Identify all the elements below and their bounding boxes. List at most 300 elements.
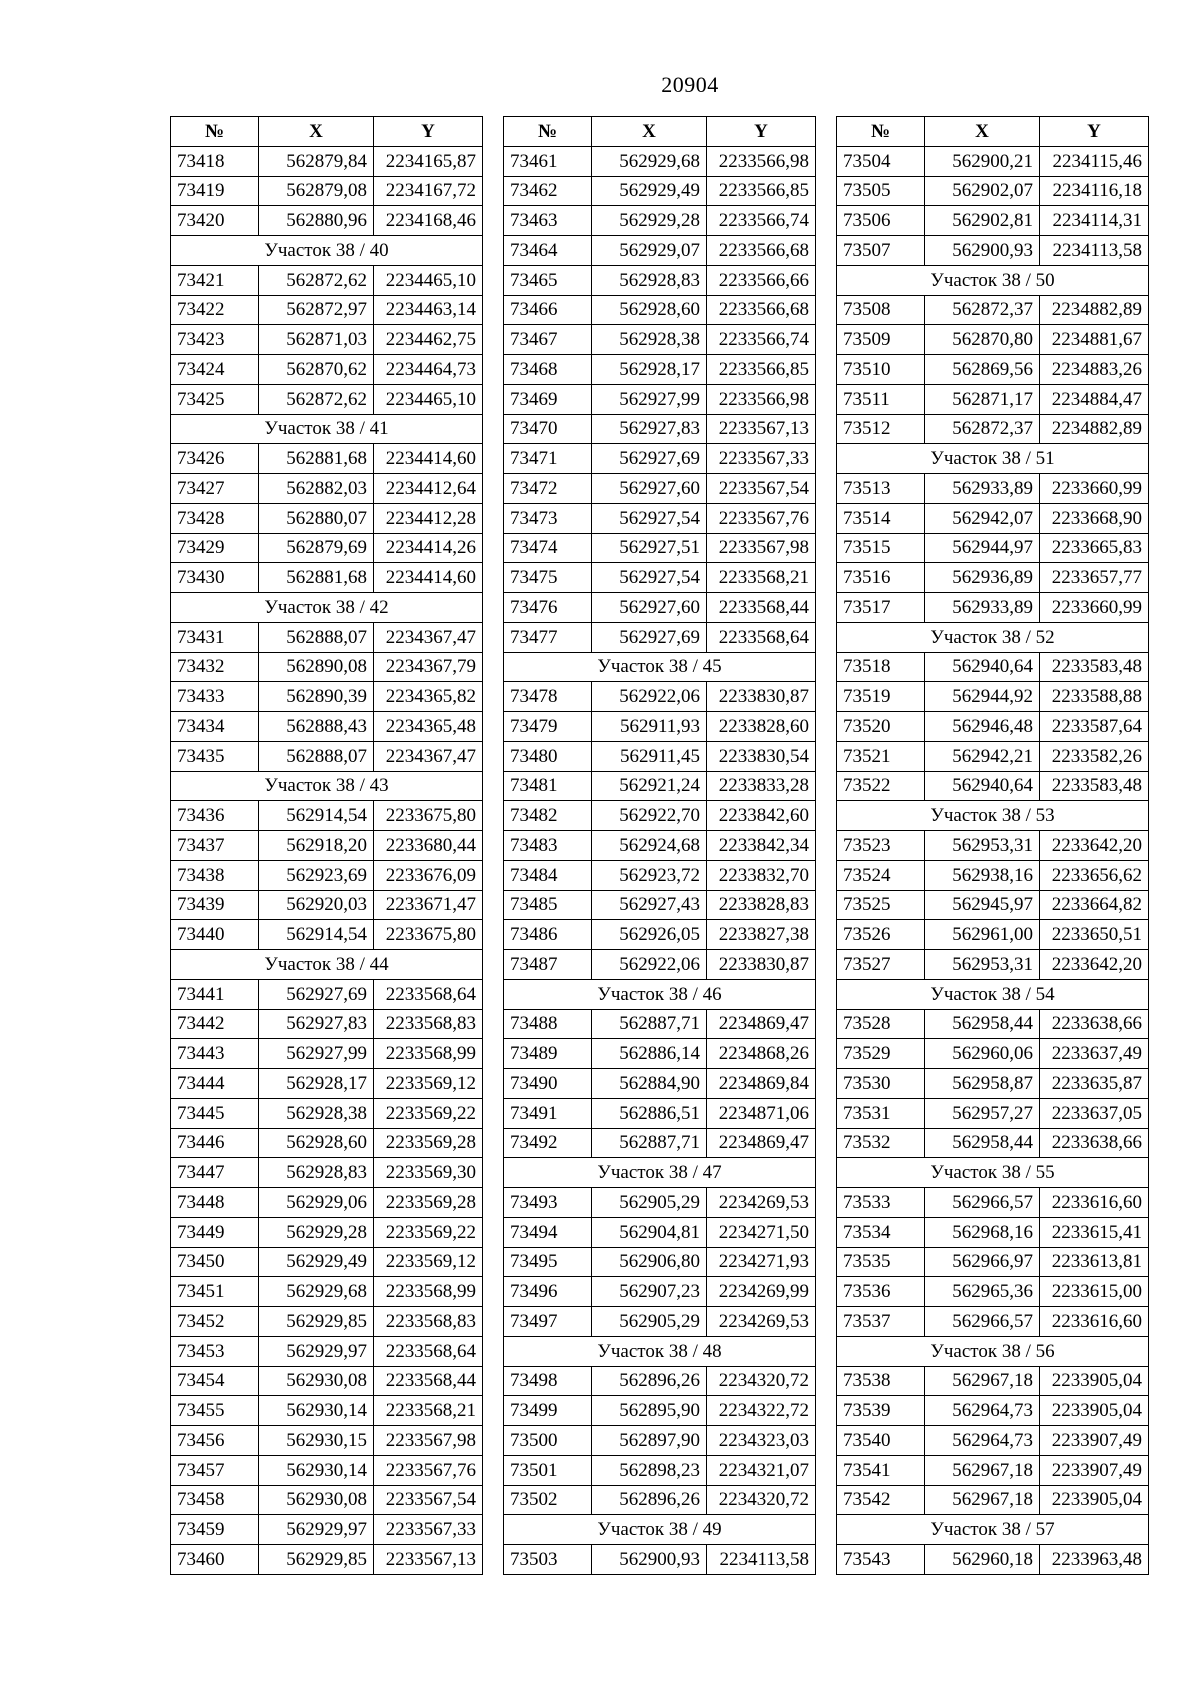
- point-number: 73466: [504, 295, 592, 325]
- y-coordinate: 2233566,66: [707, 265, 816, 295]
- point-number: 73430: [171, 563, 259, 593]
- section-label: Участок 38 / 41: [171, 414, 483, 444]
- x-coordinate: 562900,21: [925, 146, 1040, 176]
- point-number: 73543: [837, 1545, 925, 1575]
- point-number: 73489: [504, 1039, 592, 1069]
- point-number: 73480: [504, 741, 592, 771]
- table-row: [837, 890, 1149, 920]
- y-coordinate: 2234884,47: [1040, 384, 1149, 414]
- table-row: [504, 950, 816, 980]
- point-number: 73537: [837, 1307, 925, 1337]
- x-coordinate: 562927,83: [259, 1009, 374, 1039]
- table-row: [171, 652, 483, 682]
- y-coordinate: 2233566,68: [707, 295, 816, 325]
- point-number: 73431: [171, 622, 259, 652]
- table-row: [504, 860, 816, 890]
- table-row: [837, 771, 1149, 801]
- y-coordinate: 2234269,99: [707, 1277, 816, 1307]
- x-coordinate: 562966,97: [925, 1247, 1040, 1277]
- header-x: X: [592, 117, 707, 147]
- x-coordinate: 562929,06: [259, 1188, 374, 1218]
- y-coordinate: 2234463,14: [374, 295, 483, 325]
- y-coordinate: 2233827,38: [707, 920, 816, 950]
- y-coordinate: 2234269,53: [707, 1307, 816, 1337]
- point-number: 73529: [837, 1039, 925, 1069]
- y-coordinate: 2233567,13: [707, 414, 816, 444]
- point-number: 73506: [837, 206, 925, 236]
- point-number: 73492: [504, 1128, 592, 1158]
- table-row: [171, 831, 483, 861]
- y-coordinate: 2233566,98: [707, 146, 816, 176]
- x-coordinate: 562900,93: [925, 236, 1040, 266]
- y-coordinate: 2233566,98: [707, 384, 816, 414]
- point-number: 73491: [504, 1098, 592, 1128]
- y-coordinate: 2233660,99: [1040, 593, 1149, 623]
- point-number: 73429: [171, 533, 259, 563]
- x-coordinate: 562914,54: [259, 801, 374, 831]
- y-coordinate: 2234414,26: [374, 533, 483, 563]
- y-coordinate: 2233568,64: [707, 622, 816, 652]
- y-coordinate: 2234114,31: [1040, 206, 1149, 236]
- header-x: X: [259, 117, 374, 147]
- y-coordinate: 2234869,47: [707, 1128, 816, 1158]
- table-row: [504, 593, 816, 623]
- point-number: 73470: [504, 414, 592, 444]
- point-number: 73456: [171, 1426, 259, 1456]
- section-row: [837, 444, 1149, 474]
- y-coordinate: 2234320,72: [707, 1485, 816, 1515]
- table-row: [171, 1039, 483, 1069]
- point-number: 73421: [171, 265, 259, 295]
- x-coordinate: 562872,97: [259, 295, 374, 325]
- table-row: [171, 1009, 483, 1039]
- x-coordinate: 562905,29: [592, 1307, 707, 1337]
- table-row: [837, 593, 1149, 623]
- point-number: 73461: [504, 146, 592, 176]
- table-header-row: [504, 117, 816, 147]
- y-coordinate: 2233567,33: [707, 444, 816, 474]
- point-number: 73505: [837, 176, 925, 206]
- point-number: 73524: [837, 860, 925, 890]
- table-row: [837, 563, 1149, 593]
- y-coordinate: 2233842,60: [707, 801, 816, 831]
- table-row: [171, 1485, 483, 1515]
- header-y: Y: [707, 117, 816, 147]
- table-row: [504, 1366, 816, 1396]
- section-row: [171, 771, 483, 801]
- table-row: [837, 1247, 1149, 1277]
- y-coordinate: 2234323,03: [707, 1426, 816, 1456]
- point-number: 73447: [171, 1158, 259, 1188]
- table-row: [504, 563, 816, 593]
- table-row: [171, 1307, 483, 1337]
- table-row: [171, 444, 483, 474]
- table-row: [837, 325, 1149, 355]
- coordinate-table-3: [836, 116, 1149, 1575]
- table-row: [171, 1515, 483, 1545]
- y-coordinate: 2233567,54: [374, 1485, 483, 1515]
- x-coordinate: 562958,44: [925, 1128, 1040, 1158]
- section-label: Участок 38 / 40: [171, 236, 483, 266]
- point-number: 73477: [504, 622, 592, 652]
- y-coordinate: 2233832,70: [707, 860, 816, 890]
- section-row: [504, 1158, 816, 1188]
- y-coordinate: 2234464,73: [374, 355, 483, 385]
- table-row: [504, 1485, 816, 1515]
- table-row: [171, 533, 483, 563]
- y-coordinate: 2234869,84: [707, 1069, 816, 1099]
- table-row: [504, 1009, 816, 1039]
- x-coordinate: 562906,80: [592, 1247, 707, 1277]
- x-coordinate: 562967,18: [925, 1485, 1040, 1515]
- point-number: 73425: [171, 384, 259, 414]
- point-number: 73511: [837, 384, 925, 414]
- point-number: 73433: [171, 682, 259, 712]
- section-row: [171, 414, 483, 444]
- point-number: 73448: [171, 1188, 259, 1218]
- point-number: 73474: [504, 533, 592, 563]
- y-coordinate: 2234465,10: [374, 265, 483, 295]
- y-coordinate: 2234465,10: [374, 384, 483, 414]
- table-row: [837, 682, 1149, 712]
- x-coordinate: 562927,83: [592, 414, 707, 444]
- table-row: [837, 1128, 1149, 1158]
- point-number: 73525: [837, 890, 925, 920]
- y-coordinate: 2233569,12: [374, 1069, 483, 1099]
- x-coordinate: 562886,14: [592, 1039, 707, 1069]
- table-row: [837, 1307, 1149, 1337]
- section-label: Участок 38 / 42: [171, 593, 483, 623]
- table-row: [837, 1366, 1149, 1396]
- x-coordinate: 562879,08: [259, 176, 374, 206]
- y-coordinate: 2234881,67: [1040, 325, 1149, 355]
- table-row: [171, 622, 483, 652]
- point-number: 73465: [504, 265, 592, 295]
- x-coordinate: 562897,90: [592, 1426, 707, 1456]
- x-coordinate: 562907,23: [592, 1277, 707, 1307]
- table-row: [171, 1098, 483, 1128]
- table-row: [837, 741, 1149, 771]
- coordinate-table-2: [503, 116, 816, 1575]
- y-coordinate: 2233583,48: [1040, 652, 1149, 682]
- x-coordinate: 562953,31: [925, 950, 1040, 980]
- section-row: [837, 979, 1149, 1009]
- section-label: Участок 38 / 52: [837, 622, 1149, 652]
- point-number: 73436: [171, 801, 259, 831]
- y-coordinate: 2234115,46: [1040, 146, 1149, 176]
- table-row: [837, 712, 1149, 742]
- point-number: 73534: [837, 1217, 925, 1247]
- table-row: [171, 325, 483, 355]
- x-coordinate: 562870,80: [925, 325, 1040, 355]
- table-row: [837, 384, 1149, 414]
- y-coordinate: 2233905,04: [1040, 1396, 1149, 1426]
- y-coordinate: 2233566,68: [707, 236, 816, 266]
- section-label: Участок 38 / 54: [837, 979, 1149, 1009]
- table-row: [171, 741, 483, 771]
- point-number: 73452: [171, 1307, 259, 1337]
- header-number: №: [171, 117, 259, 147]
- point-number: 73532: [837, 1128, 925, 1158]
- point-number: 73476: [504, 593, 592, 623]
- y-coordinate: 2233568,64: [374, 979, 483, 1009]
- point-number: 73440: [171, 920, 259, 950]
- y-coordinate: 2234321,07: [707, 1455, 816, 1485]
- point-number: 73434: [171, 712, 259, 742]
- x-coordinate: 562938,16: [925, 860, 1040, 890]
- table-row: [837, 1217, 1149, 1247]
- section-label: Участок 38 / 50: [837, 265, 1149, 295]
- y-coordinate: 2234271,93: [707, 1247, 816, 1277]
- y-coordinate: 2233833,28: [707, 771, 816, 801]
- y-coordinate: 2233676,09: [374, 860, 483, 890]
- x-coordinate: 562904,81: [592, 1217, 707, 1247]
- y-coordinate: 2233583,48: [1040, 771, 1149, 801]
- point-number: 73420: [171, 206, 259, 236]
- point-number: 73453: [171, 1336, 259, 1366]
- table-row: [171, 176, 483, 206]
- point-number: 73457: [171, 1455, 259, 1485]
- y-coordinate: 2233665,83: [1040, 533, 1149, 563]
- y-coordinate: 2233650,51: [1040, 920, 1149, 950]
- table-row: [504, 176, 816, 206]
- table-row: [171, 1128, 483, 1158]
- x-coordinate: 562928,38: [259, 1098, 374, 1128]
- y-coordinate: 2233569,22: [374, 1098, 483, 1128]
- y-coordinate: 2233569,28: [374, 1128, 483, 1158]
- x-coordinate: 562929,68: [259, 1277, 374, 1307]
- point-number: 73444: [171, 1069, 259, 1099]
- table-row: [504, 771, 816, 801]
- table-row: [171, 979, 483, 1009]
- point-number: 73483: [504, 831, 592, 861]
- table-row: [837, 1098, 1149, 1128]
- y-coordinate: 2234882,89: [1040, 295, 1149, 325]
- x-coordinate: 562872,62: [259, 265, 374, 295]
- header-number: №: [837, 117, 925, 147]
- table-row: [504, 1545, 816, 1575]
- y-coordinate: 2233637,05: [1040, 1098, 1149, 1128]
- table-row: [171, 712, 483, 742]
- point-number: 73520: [837, 712, 925, 742]
- table-row: [837, 295, 1149, 325]
- y-coordinate: 2233615,41: [1040, 1217, 1149, 1247]
- point-number: 73528: [837, 1009, 925, 1039]
- point-number: 73451: [171, 1277, 259, 1307]
- point-number: 73527: [837, 950, 925, 980]
- x-coordinate: 562924,68: [592, 831, 707, 861]
- point-number: 73423: [171, 325, 259, 355]
- x-coordinate: 562968,16: [925, 1217, 1040, 1247]
- x-coordinate: 562881,68: [259, 444, 374, 474]
- point-number: 73519: [837, 682, 925, 712]
- section-row: [837, 1515, 1149, 1545]
- y-coordinate: 2233567,33: [374, 1515, 483, 1545]
- x-coordinate: 562928,17: [592, 355, 707, 385]
- table-row: [504, 146, 816, 176]
- y-coordinate: 2233842,34: [707, 831, 816, 861]
- y-coordinate: 2234871,06: [707, 1098, 816, 1128]
- y-coordinate: 2234412,28: [374, 503, 483, 533]
- table-row: [504, 265, 816, 295]
- table-row: [837, 860, 1149, 890]
- y-coordinate: 2233828,83: [707, 890, 816, 920]
- section-label: Участок 38 / 46: [504, 979, 816, 1009]
- x-coordinate: 562933,89: [925, 593, 1040, 623]
- point-number: 73487: [504, 950, 592, 980]
- table-row: [171, 1277, 483, 1307]
- header-x: X: [925, 117, 1040, 147]
- table-row: [504, 920, 816, 950]
- point-number: 73473: [504, 503, 592, 533]
- y-coordinate: 2233616,60: [1040, 1307, 1149, 1337]
- x-coordinate: 562929,97: [259, 1515, 374, 1545]
- table-row: [171, 563, 483, 593]
- y-coordinate: 2233668,90: [1040, 503, 1149, 533]
- table-row: [171, 920, 483, 950]
- point-number: 73503: [504, 1545, 592, 1575]
- x-coordinate: 562888,07: [259, 741, 374, 771]
- y-coordinate: 2234365,82: [374, 682, 483, 712]
- y-coordinate: 2233637,49: [1040, 1039, 1149, 1069]
- x-coordinate: 562929,28: [592, 206, 707, 236]
- x-coordinate: 562927,43: [592, 890, 707, 920]
- table-row: [504, 1128, 816, 1158]
- y-coordinate: 2234367,79: [374, 652, 483, 682]
- x-coordinate: 562905,29: [592, 1188, 707, 1218]
- table-row: [837, 1426, 1149, 1456]
- table-row: [171, 1455, 483, 1485]
- y-coordinate: 2233660,99: [1040, 474, 1149, 504]
- x-coordinate: 562921,24: [592, 771, 707, 801]
- point-number: 73499: [504, 1396, 592, 1426]
- section-label: Участок 38 / 44: [171, 950, 483, 980]
- y-coordinate: 2233638,66: [1040, 1128, 1149, 1158]
- x-coordinate: 562918,20: [259, 831, 374, 861]
- x-coordinate: 562927,69: [259, 979, 374, 1009]
- table-row: [171, 1188, 483, 1218]
- section-row: [504, 652, 816, 682]
- table-row: [171, 355, 483, 385]
- table-row: [504, 1277, 816, 1307]
- y-coordinate: 2233569,22: [374, 1217, 483, 1247]
- x-coordinate: 562890,39: [259, 682, 374, 712]
- table-row: [504, 295, 816, 325]
- table-row: [171, 265, 483, 295]
- table-body: [171, 146, 483, 1574]
- table-row: [504, 1426, 816, 1456]
- x-coordinate: 562928,83: [592, 265, 707, 295]
- point-number: 73479: [504, 712, 592, 742]
- x-coordinate: 562888,43: [259, 712, 374, 742]
- y-coordinate: 2233568,21: [707, 563, 816, 593]
- x-coordinate: 562961,00: [925, 920, 1040, 950]
- table-row: [171, 474, 483, 504]
- y-coordinate: 2234271,50: [707, 1217, 816, 1247]
- x-coordinate: 562926,05: [592, 920, 707, 950]
- table-row: [171, 1158, 483, 1188]
- table-row: [837, 1069, 1149, 1099]
- point-number: 73541: [837, 1455, 925, 1485]
- point-number: 73426: [171, 444, 259, 474]
- section-row: [504, 1515, 816, 1545]
- point-number: 73446: [171, 1128, 259, 1158]
- y-coordinate: 2233830,87: [707, 950, 816, 980]
- y-coordinate: 2233566,74: [707, 206, 816, 236]
- x-coordinate: 562929,68: [592, 146, 707, 176]
- point-number: 73450: [171, 1247, 259, 1277]
- table-row: [504, 533, 816, 563]
- y-coordinate: 2233907,49: [1040, 1426, 1149, 1456]
- table-row: [171, 206, 483, 236]
- y-coordinate: 2233680,44: [374, 831, 483, 861]
- table-row: [171, 1069, 483, 1099]
- x-coordinate: 562930,15: [259, 1426, 374, 1456]
- section-label: Участок 38 / 56: [837, 1336, 1149, 1366]
- x-coordinate: 562872,37: [925, 414, 1040, 444]
- y-coordinate: 2233905,04: [1040, 1366, 1149, 1396]
- table-row: [504, 1039, 816, 1069]
- x-coordinate: 562890,08: [259, 652, 374, 682]
- y-coordinate: 2233568,99: [374, 1039, 483, 1069]
- point-number: 73501: [504, 1455, 592, 1485]
- x-coordinate: 562942,07: [925, 503, 1040, 533]
- point-number: 73500: [504, 1426, 592, 1456]
- table-row: [171, 801, 483, 831]
- point-number: 73472: [504, 474, 592, 504]
- point-number: 73495: [504, 1247, 592, 1277]
- section-label: Участок 38 / 57: [837, 1515, 1149, 1545]
- section-label: Участок 38 / 43: [171, 771, 483, 801]
- x-coordinate: 562895,90: [592, 1396, 707, 1426]
- point-number: 73460: [171, 1545, 259, 1575]
- x-coordinate: 562945,97: [925, 890, 1040, 920]
- table-row: [837, 652, 1149, 682]
- table-row: [171, 1396, 483, 1426]
- y-coordinate: 2233588,88: [1040, 682, 1149, 712]
- point-number: 73512: [837, 414, 925, 444]
- point-number: 73422: [171, 295, 259, 325]
- y-coordinate: 2233568,83: [374, 1009, 483, 1039]
- x-coordinate: 562930,08: [259, 1366, 374, 1396]
- table-row: [837, 1485, 1149, 1515]
- table-row: [504, 414, 816, 444]
- table-row: [837, 920, 1149, 950]
- x-coordinate: 562957,27: [925, 1098, 1040, 1128]
- y-coordinate: 2233907,49: [1040, 1455, 1149, 1485]
- x-coordinate: 562927,69: [592, 444, 707, 474]
- point-number: 73533: [837, 1188, 925, 1218]
- table-row: [837, 1455, 1149, 1485]
- point-number: 73507: [837, 236, 925, 266]
- y-coordinate: 2234165,87: [374, 146, 483, 176]
- x-coordinate: 562922,06: [592, 950, 707, 980]
- point-number: 73522: [837, 771, 925, 801]
- table-row: [504, 384, 816, 414]
- table-row: [837, 146, 1149, 176]
- header-y: Y: [374, 117, 483, 147]
- point-number: 73454: [171, 1366, 259, 1396]
- x-coordinate: 562940,64: [925, 771, 1040, 801]
- x-coordinate: 562879,69: [259, 533, 374, 563]
- point-number: 73486: [504, 920, 592, 950]
- point-number: 73526: [837, 920, 925, 950]
- table-row: [504, 682, 816, 712]
- point-number: 73488: [504, 1009, 592, 1039]
- table-row: [504, 801, 816, 831]
- point-number: 73441: [171, 979, 259, 1009]
- y-coordinate: 2233568,21: [374, 1396, 483, 1426]
